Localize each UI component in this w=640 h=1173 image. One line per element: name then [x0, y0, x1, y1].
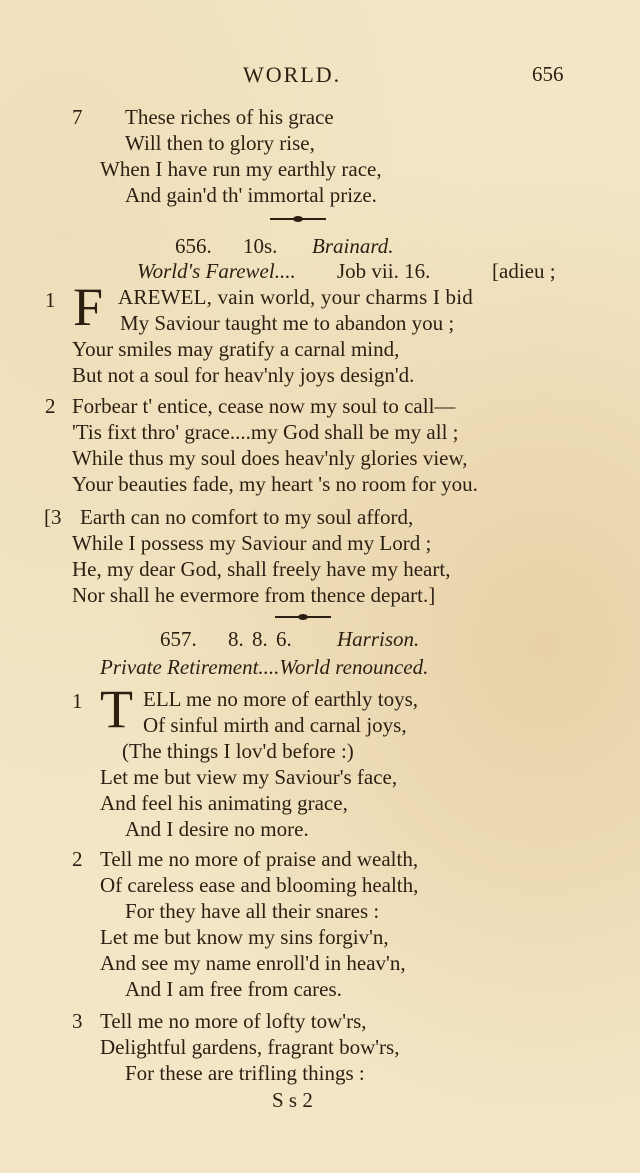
verse-line: He, my dear God, shall freely have my heart, [72, 557, 451, 581]
hymn-number: 657. [160, 627, 197, 651]
verse-number: 2 [45, 394, 56, 418]
signature-mark: S s 2 [272, 1088, 313, 1112]
verse-line: Of careless ease and blooming health, [100, 873, 419, 897]
verse-line: While thus my soul does heav'nly glories view, [72, 446, 468, 470]
verse-line: While I possess my Saviour and my Lord ; [72, 531, 432, 555]
verse-line: Your smiles may gratify a carnal mind, [72, 337, 400, 361]
verse-line: Will then to glory rise, [125, 131, 315, 155]
verse-line: Let me but view my Saviour's face, [100, 765, 398, 789]
verse-line: Your beauties fade, my heart 's no room for you. [72, 472, 478, 496]
scripture-reference: Job vii. 16. [337, 259, 431, 283]
verse-line: Tell me no more of lofty tow'rs, [100, 1009, 367, 1033]
verse-line: And I desire no more. [125, 817, 309, 841]
verse-line: Delightful gardens, fragrant bow'rs, [100, 1035, 400, 1059]
drop-capital: F [73, 277, 104, 337]
page-number: 656 [532, 62, 564, 86]
verse-line: Tell me no more of praise and wealth, [100, 847, 419, 871]
verse-number: 2 [72, 847, 83, 871]
verse-number: [3 [44, 505, 62, 529]
verse-line: But not a soul for heav'nly joys design'd. [72, 363, 415, 387]
section-divider [270, 218, 326, 220]
verse-line: Of sinful mirth and carnal joys, [143, 713, 407, 737]
hymn-meter: 10s. [243, 234, 278, 258]
verse-line: These riches of his grace [125, 105, 334, 129]
hymn-subtitle: World's Farewel.... [137, 259, 296, 283]
verse-line: 'Tis fixt thro' grace....my God shall be my all ; [72, 420, 459, 444]
verse-line: Nor shall he evermore from thence depart.] [72, 583, 436, 607]
verse-line: And I am free from cares. [125, 977, 342, 1001]
verse-line: For they have all their snares : [125, 899, 380, 923]
verse-line: Earth can no comfort to my soul afford, [80, 505, 414, 529]
hymn-tune: Brainard. [312, 234, 394, 258]
verse-line: AREWEL, vain world, your charms I bid [118, 285, 473, 309]
verse-line: And see my name enroll'd in heav'n, [100, 951, 406, 975]
hymn-meter: 8. 8. 6. [228, 627, 292, 651]
verse-number: 7 [72, 105, 83, 129]
verse-line: When I have run my earthly race, [100, 157, 382, 181]
running-title: WORLD. [243, 62, 342, 87]
hymn-number: 656. [175, 234, 212, 258]
drop-capital: T [100, 679, 133, 739]
verse-line: ELL me no more of earthly toys, [143, 687, 419, 711]
verse-number: 1 [72, 689, 83, 713]
verse-number: 3 [72, 1009, 83, 1033]
verse-line: And feel his animating grace, [100, 791, 348, 815]
hymn-tune: Harrison. [337, 627, 420, 651]
hymn-subtitle: Private Retirement....World renounced. [100, 655, 429, 679]
verse-line: Forbear t' entice, cease now my soul to call— [72, 394, 456, 418]
overflow-word: [adieu ; [492, 259, 556, 283]
verse-number: 1 [45, 288, 56, 312]
verse-line: And gain'd th' immortal prize. [125, 183, 377, 207]
section-divider [275, 616, 331, 618]
verse-line: (The things I lov'd before :) [122, 739, 354, 763]
verse-line: My Saviour taught me to abandon you ; [120, 311, 455, 335]
verse-line: Let me but know my sins forgiv'n, [100, 925, 389, 949]
verse-line: For these are trifling things : [125, 1061, 365, 1085]
